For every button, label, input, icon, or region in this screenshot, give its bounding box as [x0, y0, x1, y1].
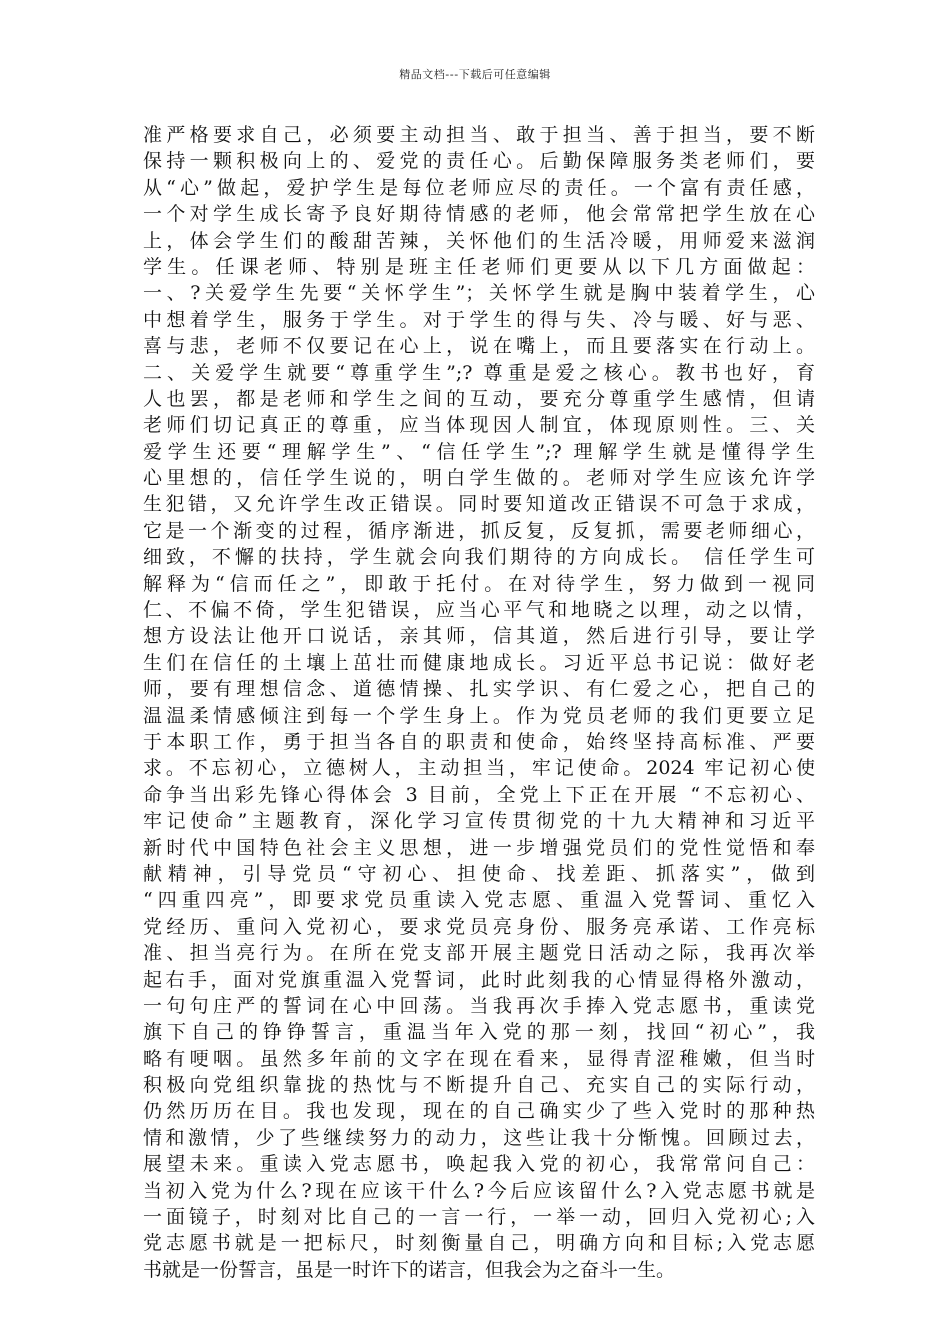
text-line: 展望未来。重读入党志愿书，唤起我入党的初心，我常常问自己： — [143, 1153, 815, 1176]
text-line: 喜与悲，老师不仅要记在心上，说在嘴上，而且要落实在行动上。 — [143, 335, 815, 358]
page-header: 精品文档---下载后可任意编辑 — [399, 68, 551, 81]
text-line: 起右手，面对党旗重温入党誓词，此时此刻我的心情显得格外激动， — [143, 968, 815, 991]
text-line: 准严格要求自己，必须要主动担当、敢于担当、善于担当，要不断 — [143, 124, 815, 146]
text-line: 仍然历历在目。我也发现，现在的自己确实少了些入党时的那种热 — [143, 1100, 815, 1123]
text-line: 爱学生还要“理解学生”、“信任学生”;? 理解学生就是懂得学生 — [143, 440, 815, 463]
text-line: 求。不忘初心，立德树人，主动担当，牢记使命。2024 牢记初心使 — [143, 757, 815, 780]
text-line: 上，体会学生们的酸甜苦辣，关怀他们的生活冷暖，用师爱来滋润 — [143, 229, 815, 252]
text-line: 于本职工作，勇于担当各自的职责和使命，始终坚持高标准、严要 — [143, 730, 815, 753]
text-line: 积极向党组织靠拢的热忱与不断提升自己、充实自己的实际行动， — [143, 1074, 815, 1097]
text-line: 它是一个渐变的过程，循序渐进，抓反复，反复抓，需要老师细心， — [143, 519, 815, 542]
body-text — [143, 122, 815, 1283]
text-line: 老师们切记真正的尊重，应当体现因人制宜，体现原则性。三、关 — [143, 414, 815, 437]
text-line: 略有哽咽。虽然多年前的文字在现在看来，显得青涩稚嫩，但当时 — [143, 1047, 815, 1070]
text-line: 党志愿书就是一把标尺，时刻衡量自己，明确方向和目标;入党志愿 — [143, 1232, 815, 1255]
text-line: 二、关爱学生就要“尊重学生”;? 尊重是爱之核心。教书也好，育 — [143, 361, 815, 384]
text-line: “四重四亮”，即要求党员重读入党志愿、重温入党誓词、重忆入 — [143, 889, 815, 912]
text-line: 保持一颗积极向上的、爱党的责任心。后勤保障服务类老师们，要 — [143, 150, 815, 173]
text-line: 一面镜子，时刻对比自己的一言一行，一举一动，回归入党初心;入 — [143, 1206, 815, 1229]
text-line: 情和激情，少了些继续努力的动力，这些让我十分惭愧。回顾过去， — [143, 1126, 815, 1149]
text-line: 细致，不懈的扶持，学生就会向我们期待的方向成长。 信任学生可 — [143, 546, 815, 569]
text-line: 中想着学生，服务于学生。对于学生的得与失、冷与暖、好与恶、 — [143, 308, 815, 331]
text-line: 献精神，引导党员“守初心、担使命、找差距、抓落实”，做到 — [143, 862, 815, 885]
text-line: 师，要有理想信念、道德情操、扎实学识、有仁爱之心，把自己的 — [143, 678, 815, 701]
text-line: 温温柔情感倾注到每一个学生身上。作为党员老师的我们更要立足 — [143, 704, 815, 727]
text-line: 生犯错，又允许学生改正错误。同时要知道改正错误不可急于求成， — [143, 493, 815, 516]
text-line: 仁、不偏不倚，学生犯错误，应当心平气和地晓之以理，动之以情， — [143, 599, 815, 622]
text-line: 从“心”做起，爱护学生是每位老师应尽的责任。一个富有责任感， — [143, 176, 815, 199]
text-line: 准、担当亮行为。在所在党支部开展主题党日活动之际，我再次举 — [143, 942, 815, 965]
text-line: 生们在信任的土壤上茁壮而健康地成长。习近平总书记说：做好老 — [143, 651, 815, 674]
text-line: 当初入党为什么?现在应该干什么?今后应该留什么?入党志愿书就是 — [143, 1179, 815, 1202]
text-line: 解释为“信而任之”，即敢于托付。在对待学生，努力做到一视同 — [143, 572, 815, 595]
text-line: 心里想的，信任学生说的，明白学生做的。老师对学生应该允许学 — [143, 467, 815, 490]
text-line: 想方设法让他开口说话，亲其师，信其道，然后进行引导，要让学 — [143, 625, 815, 648]
text-line: 学生。任课老师、特别是班主任老师们更要从以下几方面做起： — [143, 255, 815, 278]
text-line: 一句句庄严的誓词在心中回荡。当我再次手捧入党志愿书，重读党 — [143, 994, 815, 1017]
text-line: 党经历、重问入党初心，要求党员亮身份、服务亮承诺、工作亮标 — [143, 915, 815, 938]
text-line: 新时代中国特色社会主义思想，进一步增强党员们的党性觉悟和奉 — [143, 836, 815, 859]
text-line: 命争当出彩先锋心得体会 3 目前，全党上下正在开展 “不忘初心、 — [143, 783, 815, 806]
text-line: 一、?关爱学生先要“关怀学生”；关怀学生就是胸中装着学生，心 — [143, 282, 815, 305]
text-line: 人也罢，都是老师和学生之间的互动，要充分尊重学生感情，但请 — [143, 387, 815, 410]
text-line: 牢记使命”主题教育，深化学习宣传贯彻党的十九大精神和习近平 — [143, 810, 815, 833]
text-line: 一个对学生成长寄予良好期待情感的老师，他会常常把学生放在心 — [143, 203, 815, 226]
text-line: 旗下自己的铮铮誓言，重温当年入党的那一刻，找回“初心”，我 — [143, 1021, 815, 1044]
text-line: 书就是一份誓言，虽是一时许下的诺言，但我会为之奋斗一生。 — [143, 1258, 676, 1281]
